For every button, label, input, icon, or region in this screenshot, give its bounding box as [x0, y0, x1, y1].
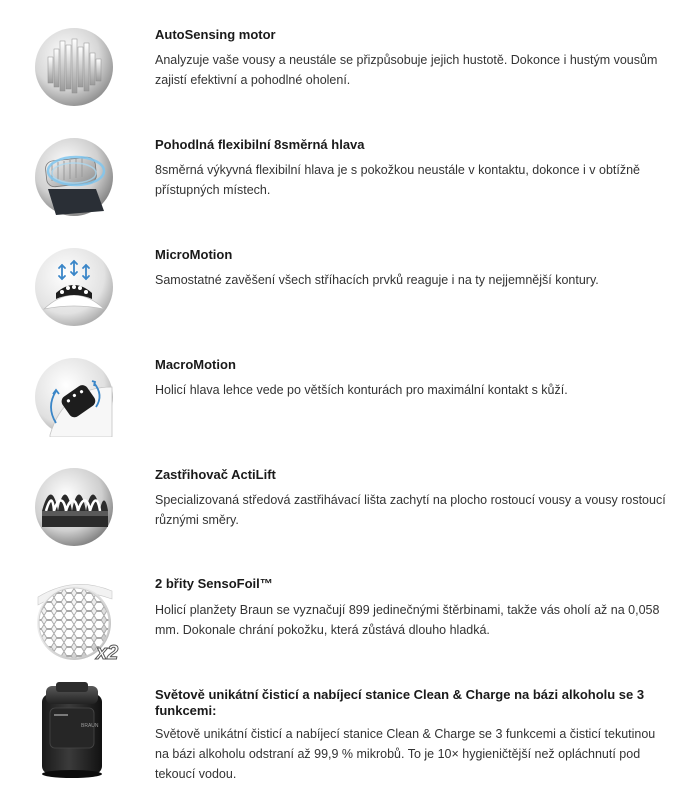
sensofoil-icon — [34, 575, 126, 663]
feature-title: 2 břity SensoFoil™ — [155, 576, 273, 591]
feature-title: MacroMotion — [155, 357, 236, 372]
autosensing-motor-icon — [34, 27, 114, 107]
feature-title: Pohodlná flexibilní 8směrná hlava — [155, 137, 365, 152]
feature-title: Zastřihovač ActiLift — [155, 467, 276, 482]
feature-description: Analyzuje vaše vousy a neustále se přizpůsobuje jejich hustotě. Dokonce i hustým vousům zajistí efektivní a pohodlné oholení. — [155, 53, 658, 87]
feature-description: Světově unikátní čisticí a nabíjecí stanice Clean & Charge se 3 funkcemi a čisticí tekutinou na bázi alkoholu odstraní až 99,9 % mikrobů. To je 10× hygieničtější než opláchnutí pod tekoucí vodou. — [155, 727, 656, 781]
feature-title: Světově unikátní čisticí a nabíjecí stanice Clean & Charge na bázi alkoholu se 3 funkcemi: — [155, 687, 645, 718]
brand-label: BRAUN — [81, 723, 99, 729]
feature-description: Holicí hlava lehce vede po větších konturách pro maximální kontakt s kůží. — [155, 383, 568, 397]
actilift-trimmer-icon — [34, 467, 114, 547]
feature-title: AutoSensing motor — [155, 27, 276, 42]
feature-description: Samostatné zavěšení všech stříhacích prvků reaguje i na ty nejjemnější kontury. — [155, 273, 599, 287]
clean-charge-station-icon — [36, 680, 108, 780]
feature-description: Holicí planžety Braun se vyznačují 899 jedinečnými štěrbinami, takže vás oholí až na 0,058 mm. Dokonale chrání pokožku, která zůstává dlouho hladká. — [155, 603, 660, 637]
feature-description: 8směrná výkyvná flexibilní hlava je s pokožkou neustále v kontaktu, dokonce i v obtížně přístupných místech. — [155, 163, 640, 197]
micromotion-icon — [34, 247, 114, 327]
feature-title: MicroMotion — [155, 247, 233, 262]
flexible-head-icon — [34, 137, 114, 217]
macromotion-icon — [34, 357, 114, 437]
sensofoil-badge: x2 — [96, 642, 119, 663]
feature-description: Specializovaná středová zastřihávací lišta zachytí na plocho rostoucí vousy a vousy rostoucí různými směry. — [155, 493, 666, 527]
